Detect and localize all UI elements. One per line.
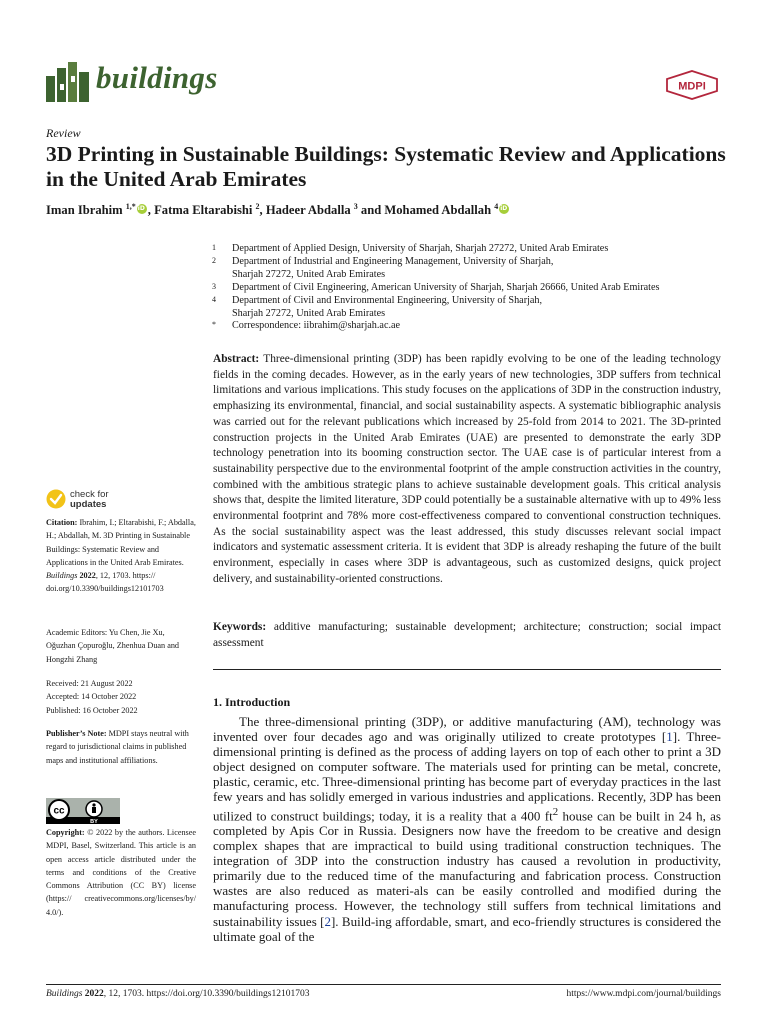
pubnote-text: MDPI stays neutral with regard to jurisdictional claims in published maps and institutional affiliations.	[46, 729, 189, 765]
publisher-note	[46, 727, 196, 767]
footer-journal-url[interactable]: https://www.mdpi.com/journal/buildings	[566, 989, 721, 999]
copyright-label: Copyright:	[46, 828, 85, 837]
citation-label: Citation:	[46, 518, 78, 527]
check-updates-icon	[46, 488, 66, 510]
copyright	[46, 826, 196, 919]
affiliation-text: Sharjah 27272, United Arab Emirates	[232, 307, 386, 319]
affiliation-text: Department of Civil Engineering, American University of Sharjah, Sharjah 26666, United Arab Emirates	[232, 281, 660, 293]
keywords-label: Keywords:	[213, 621, 267, 633]
article-title: 3D Printing in Sustainable Buildings: Systematic Review and Applications in the United Arab Emirates	[46, 142, 726, 191]
citation-journal: Buildings	[46, 571, 78, 581]
affiliation-row	[212, 308, 732, 321]
footer-doi[interactable]: , 12, 1703. https://doi.org/10.3390/buildings12101703	[103, 989, 310, 999]
affiliation-text: Department of Applied Design, University of Sharjah, Sharjah 27272, United Arab Emirates	[232, 243, 609, 254]
affiliation-text: Department of Civil and Environmental Engineering, University of Sharjah,	[232, 294, 543, 306]
orcid-icon[interactable]	[137, 204, 147, 214]
author-name[interactable]: Hadeer Abdalla $^3$	[265, 202, 358, 218]
author-affiliation-marker: 3	[353, 202, 358, 211]
footer-citation	[46, 989, 309, 999]
affiliation-number	[212, 308, 232, 321]
affiliation-number: 1	[212, 243, 216, 252]
divider	[213, 669, 721, 670]
affiliation-text: Correspondence: iibrahim@sharjah.ac.ae	[232, 320, 401, 332]
author-affiliation-marker: 4	[494, 202, 499, 211]
check-updates-line1: check for	[70, 489, 109, 500]
introduction-paragraph	[213, 714, 721, 944]
author-list: Iman Ibrahim $^{1,*}$iD , Fatma Eltarabishi $^2$, Hadeer Abdalla $^3$ and Mohamed Abdallah $^4$iD	[46, 202, 510, 218]
article-type: Review	[46, 126, 81, 140]
author-affiliation-marker: 2	[255, 202, 260, 211]
affiliations	[212, 243, 732, 333]
reference-link-2[interactable]: 2	[324, 913, 331, 929]
published-date: Published: 16 October 2022	[46, 705, 138, 715]
affiliation-row	[212, 256, 732, 269]
citation-year: 2022	[79, 571, 96, 581]
mdpi-logo-icon	[665, 70, 719, 100]
cc-label: cc	[53, 805, 65, 817]
abstract-text: Three-dimensional printing (3DP) has been rapidly evolving to be one of the leading technology fields in the coming decades. However, as in the early years of new technologies, 3DP suffers from technical limitations and various implications. This study focuses on the applications of 3DP in the construction industry, emphasizing its environmental, financial, and social sustainability aspects. A systematic bibliographic analysis was carried out for the relevant publications which increased by 25-fold from 2014 to 2021. The 3D-printed construction projects in the United Arab Emirates (UAE) are presented to demonstrate the early 3DP technology penetration into its booming construction sector. The UAE case is of particular interest from a sustainability perspective due to the environmental footprint of the ample construction activities in the country, combined with the ambitious strategic plans to achieve sustainable development goals. This critical analysis shows that, despite the limited literature, 3DP could potentially be a sustainable alternative with up to 49% less environmental footprint and 78% more cost-effectiveness compared to conventional construction techniques. As the social sustainability aspect was the least addressed, this study discusses relevant social impact indicators and systematic assessment criteria. It is evident that 3DP is already reshaping the future of the built environment, especially in cases where 3DP is advantageous, such as customized designs, quick project delivery, and sustainability-oriented constructions.	[213, 353, 721, 585]
cc-by-label: BY	[90, 819, 98, 824]
orcid-icon[interactable]	[499, 204, 509, 214]
citation-text: Ibrahim, I.; Eltarabishi, F.; Abdalla, H.; Abdallah, M. 3D Printing in Sustainable Buildings: Systematic Review and Applications in the United Arab Emirates.	[46, 518, 196, 567]
section-heading: 1. Introduction	[213, 695, 291, 709]
check-for-updates-button[interactable]	[46, 488, 166, 514]
footer-divider	[46, 984, 721, 985]
buildings-logo-icon	[46, 62, 90, 102]
author-name[interactable]: Iman Ibrahim $^{1,*}$	[46, 202, 136, 218]
intro-text-2: ]. Three-dimensional printing is defined as the process of adding layers on top of each other to print a 3D object designed on computer software. The materials used for printing can be metal, concrete, plastic, ceramic, etc. Three-dimensional printing has become part of everyday practices in the last few years and has solidly emerged in various industries and applications. Recently, 3DP has been utilized to construct buildings; today, it is a reality that a 400 ft	[213, 729, 722, 823]
abstract-label: Abstract:	[213, 353, 260, 365]
received-date: Received: 21 August 2022	[46, 679, 133, 688]
intro-text-3: house can be built in 24 h, as completed by Apis Cor in Russia. Designers now have the freedom to be creative and design complex shapes that are impractical to build using traditional construction techniques. The integration of 3DP into the construction industry has caused a revolution in productivity, primarily due to the reduced time of the manufacturing and fabrication process. Construction wastes are also reduced as materi-als can be easily controlled and modified during the manufacturing process. However, the technology still suffers from technical limitations and sustainability issues [	[213, 807, 721, 929]
affiliation-number	[212, 269, 232, 282]
affiliation-text: Sharjah 27272, United Arab Emirates	[232, 268, 386, 280]
author-name[interactable]: Fatma Eltarabishi $^2$	[154, 202, 260, 218]
author-name[interactable]: Mohamed Abdallah $^4$	[384, 202, 499, 218]
mdpi-label: MDPI	[678, 80, 706, 93]
affiliation-text: Department of Industrial and Engineering Management, University of Sharjah,	[232, 255, 554, 267]
keywords-text: additive manufacturing; sustainable development; architecture; construction; social impact assessment	[213, 621, 721, 649]
intro-text-4: ]. Build-ing affordable, smart, and eco-friendly structures is considered the ultimate goal of the	[213, 913, 721, 944]
cc-by-license-icon[interactable]	[46, 798, 120, 824]
superscript-2: 2	[552, 805, 559, 818]
affiliation-row	[212, 269, 732, 282]
author-affiliation-marker: 1,*	[125, 202, 136, 211]
academic-editors: Academic Editors: Yu Chen, Jie Xu, Oğuzhan Çopuroğlu, Zhenhua Duan and Hongzhi Zhang	[46, 628, 180, 664]
affiliation-row	[212, 295, 732, 308]
affiliation-row	[212, 282, 732, 295]
citation-doi[interactable]: , 12, 1703. https:// doi.org/10.3390/buildings12101703	[46, 571, 164, 594]
journal-name: buildings	[96, 60, 218, 95]
affiliation-row	[212, 243, 732, 256]
reference-link-1[interactable]: 1	[666, 729, 673, 745]
citation	[46, 516, 196, 596]
affiliation-number: *	[212, 320, 216, 330]
affiliation-number: 3	[212, 281, 216, 291]
check-updates-line2: updates	[70, 499, 107, 510]
copyright-text: © 2022 by the authors. Licensee MDPI, Basel, Switzerland. This article is an open access article distributed under the terms and conditions of the Creative Commons Attribution (CC BY) license (https:// creativecommons.org/licenses/by/ 4.0/).	[46, 828, 197, 917]
affiliation-number: 2	[212, 255, 216, 265]
affiliation-row	[212, 320, 732, 333]
pubnote-label: Publisher’s Note:	[46, 729, 107, 738]
dates	[46, 677, 196, 717]
accepted-date: Accepted: 14 October 2022	[46, 692, 137, 702]
keywords	[213, 620, 721, 651]
abstract	[213, 352, 721, 588]
intro-text-1: The three-dimensional printing (3DP), or additive manufacturing (AM), technology was invented over four decades ago and was originally utilized to create prototypes [	[213, 714, 721, 745]
footer-journal: Buildings	[46, 989, 83, 999]
affiliation-number: 4	[212, 294, 216, 304]
footer-year: 2022	[84, 989, 104, 999]
